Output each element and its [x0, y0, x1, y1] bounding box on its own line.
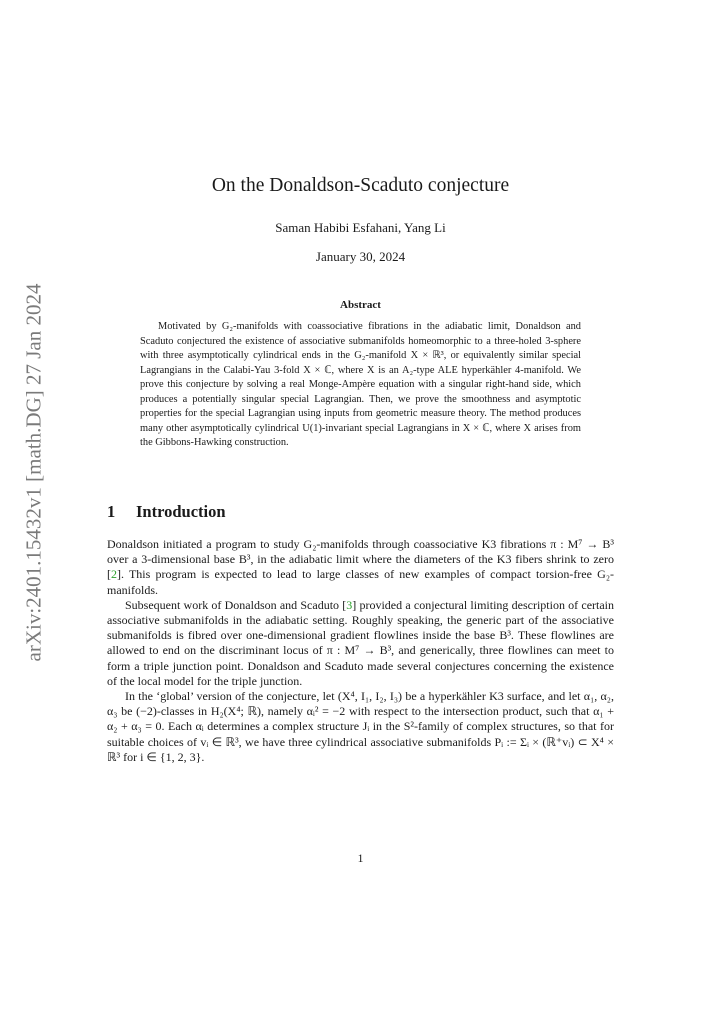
paper-title: On the Donaldson-Scaduto conjecture — [211, 175, 510, 196]
paragraph-2-text: Subsequent work of Donaldson and Scaduto [ — [125, 597, 347, 612]
paragraph-2-text-end: ] provided a conjectural limiting description of certain associative submanifolds in the adiabatic setting. Roughly speaking, the generic part of the associative submanifolds is fibred over one-dimensional gradient flowlines inside the base B³. These flowlines are allowed to end on the discriminant locus of π : M⁷ → B³, and generically, three flowlines can meet to form a triple junction point. Donaldson and Scaduto made several conjectures concerning the existence of the local model for the triple junction. — [107, 597, 615, 688]
section-title: Introduction — [136, 502, 226, 521]
paragraph-1 — [107, 537, 614, 598]
paragraph-1-text: Donaldson initiated a program to study G₂-manifolds through coassociative K3 fibrations π : M⁷ → B³ over a 3-dimensional base B³, in the adiabatic limit where the diameters of the K3 fibers shrink to zero [ — [107, 537, 614, 582]
paper-authors: Saman Habibi Esfahani, Yang Li — [275, 220, 446, 235]
abstract-heading: Abstract — [340, 299, 381, 311]
paragraph-2 — [107, 598, 614, 689]
section-number: 1 — [107, 502, 116, 521]
abstract-text: Motivated by G₂-manifolds with coassociative fibrations in the adiabatic limit, Donaldson and Scaduto conjectured the existence of associative submanifolds homeomorphic to a three-holed 3-sphere with three asymptotically cylindrical ends in the G₂-manifold X × ℝ³, or equivalently similar special Lagrangians in the Calabi-Yau 3-fold X × ℂ, where X is an A₂-type ALE hyperkähler 4-manifold. We prove this conjecture by solving a real Monge-Ampère equation with a singular right-hand side, which produces a potentially singular special Lagrangian. Then, we prove the smoothness and asymptotic properties for the special Lagrangian using inputs from geometric measure theory. The method produces many other asymptotically cylindrical U(1)-invariant special Lagrangians in X × ℂ, where X arises from the Gibbons-Hawking construction. — [140, 321, 581, 448]
citation-link[interactable]: 3 — [346, 597, 353, 612]
arxiv-identifier: arXiv:2401.15432v1 [math.DG] 27 Jan 2024 — [21, 283, 46, 661]
paper-date: January 30, 2024 — [315, 249, 406, 264]
paragraph-1-text-end: ]. This program is expected to lead to large classes of new examples of compact torsion-free G₂-manifolds. — [107, 567, 614, 597]
arxiv-sidebar — [14, 283, 54, 661]
body-text — [107, 537, 614, 765]
section-heading — [107, 502, 226, 522]
page-number: 1 — [357, 851, 364, 865]
paragraph-3: In the ‘global’ version of the conjecture, let (X⁴, I₁, I₂, I₃) be a hyperkähler K3 surface, and let α₁, α₂, α₃ be (−2)-classes in H₂(X⁴; ℝ), namely αᵢ² = −2 with respect to the intersection product, such that α₁ + α₂ + α₃ = 0. Each αᵢ determines a complex structure Jᵢ in the S²-family of complex structures, so that for suitable choices of vᵢ ∈ ℝ³, we have three cylindrical associative submanifolds Pᵢ := Σᵢ × (ℝ⁺vᵢ) ⊂ X⁴ × ℝ³ for i ∈ {1, 2, 3}. — [107, 689, 614, 764]
citation-link[interactable]: 2 — [111, 567, 117, 582]
